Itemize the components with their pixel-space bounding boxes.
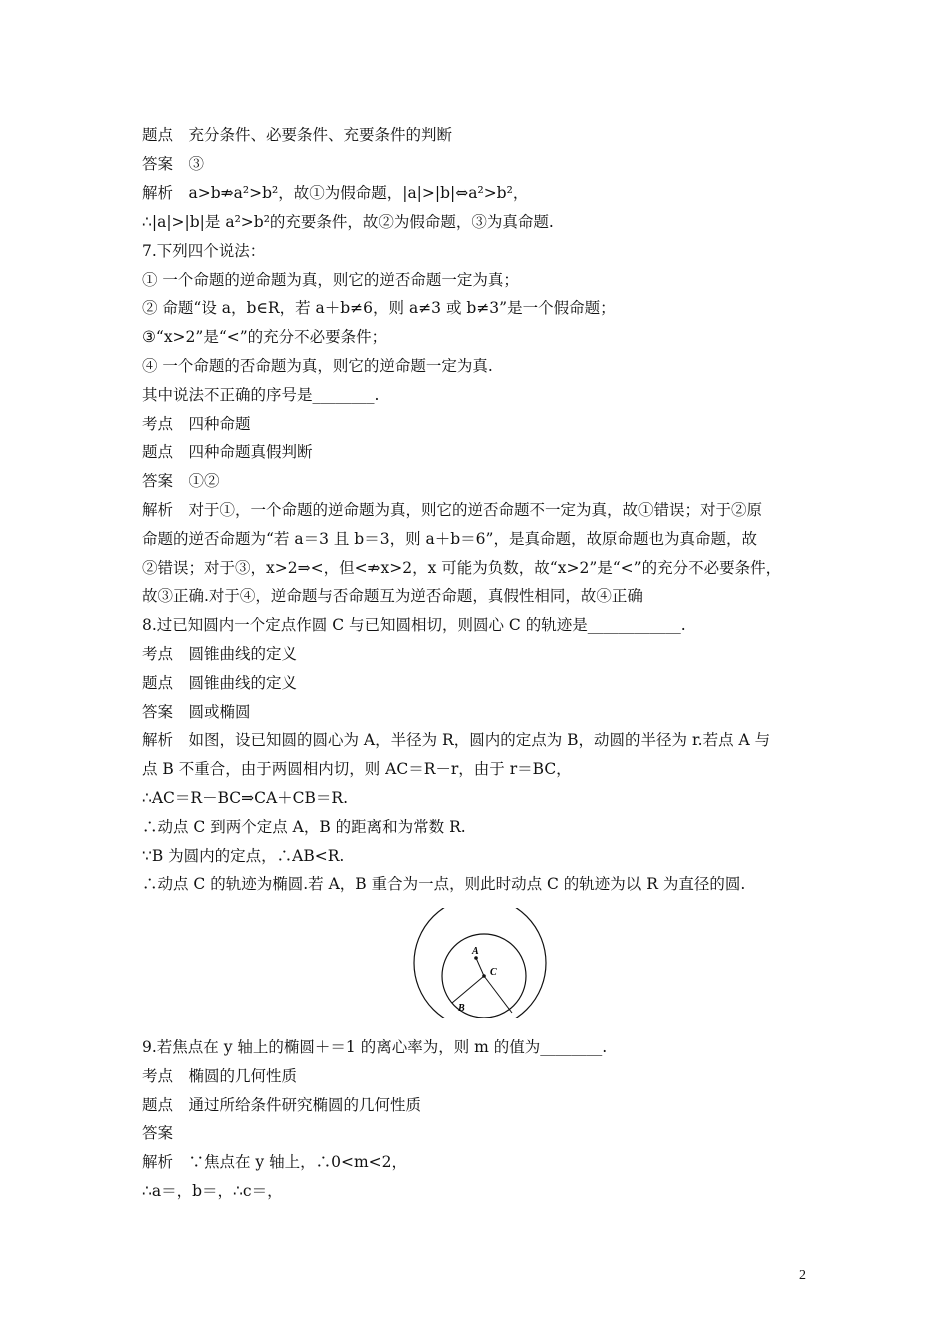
text-line: 解析 如图，设已知圆的圆心为 A，半径为 R，圆内的定点为 B，动圆的半径为 r.若点 A 与 [142, 731, 771, 749]
text-line: ∴a＝，b＝，∴c＝， [142, 1182, 283, 1200]
outer-circle [414, 908, 546, 1018]
circles-figure [412, 908, 548, 1018]
text-line: ②错误；对于③，x>2⇒<，但<⇏x>2，x 可能为负数，故“x>2”是“<”的充分不必要条件， [142, 559, 782, 577]
text-line: 答案 ①② [142, 472, 220, 490]
text-line: 答案 ③ [142, 155, 205, 173]
text-line: 答案 圆或椭圆 [142, 703, 251, 721]
segment-radius [484, 976, 512, 1013]
page-number: 2 [799, 1268, 806, 1283]
text-line: 其中说法不正确的序号是________. [142, 386, 380, 404]
point-c [482, 974, 486, 978]
text-line: ∵B 为圆内的定点，∴AB<R. [142, 847, 345, 865]
text-line: 题点 四种命题真假判断 [142, 443, 313, 461]
text-line: 解析 a>b⇏a²>b²，故①为假命题，|a|>|b|⇔a²>b²， [142, 184, 529, 202]
text-line: ② 命题“设 a，b∈R，若 a＋b≠6，则 a≠3 或 b≠3”是一个假命题； [142, 299, 616, 317]
text-line: 8.过已知圆内一个定点作圆 C 与已知圆相切，则圆心 C 的轨迹是____________. [142, 616, 686, 634]
label-b: B [458, 1003, 465, 1014]
text-line: ③“x>2”是“<”的充分不必要条件； [142, 328, 388, 346]
text-line: 故③正确.对于④，逆命题与否命题互为逆否命题，真假性相同，故④正确 [142, 587, 643, 605]
text-line: ① 一个命题的逆命题为真，则它的逆否命题一定为真； [142, 271, 519, 289]
text-line: 解析 对于①，一个命题的逆命题为真，则它的逆否命题不一定为真，故①错误；对于②原 [142, 501, 763, 519]
text-line: 考点 椭圆的几何性质 [142, 1067, 298, 1085]
text-line: ④ 一个命题的否命题为真，则它的逆命题一定为真. [142, 357, 493, 375]
text-line: 点 B 不重合，由于两圆相内切，则 AC＝R－r，由于 r＝BC， [142, 760, 572, 778]
text-line: 7.下列四个说法： [142, 242, 266, 260]
text-line: 考点 圆锥曲线的定义 [142, 645, 298, 663]
text-line: ∴AC＝R－BC⇒CA＋CB＝R. [142, 789, 349, 807]
label-c: C [490, 967, 497, 978]
text-line: 答案 [142, 1124, 174, 1142]
text-line: ∴|a|>|b|是 a²>b²的充要条件，故②为假命题，③为真命题. [142, 213, 554, 231]
segment-cb [452, 976, 484, 1003]
text-line: 题点 通过所给条件研究椭圆的几何性质 [142, 1096, 422, 1114]
text-line: ∴动点 C 的轨迹为椭圆.若 A，B 重合为一点，则此时动点 C 的轨迹为以 R 为直径的圆. [142, 875, 746, 893]
text-line: 考点 四种命题 [142, 415, 251, 433]
text-line: 命题的逆否命题为“若 a＝3 且 b＝3，则 a＋b＝6”，是真命题，故原命题也为真命题，故 [142, 530, 757, 548]
text-line: 题点 充分条件、必要条件、充要条件的判断 [142, 126, 453, 144]
label-a: A [472, 946, 479, 957]
text-line: ∴动点 C 到两个定点 A，B 的距离和为常数 R. [142, 818, 466, 836]
segment-ac [476, 958, 484, 976]
text-line: 题点 圆锥曲线的定义 [142, 674, 298, 692]
text-line: 9.若焦点在 y 轴上的椭圆＋＝1 的离心率为，则 m 的值为________. [142, 1038, 608, 1056]
text-line: 解析 ∵焦点在 y 轴上，∴0<m<2， [142, 1153, 408, 1171]
